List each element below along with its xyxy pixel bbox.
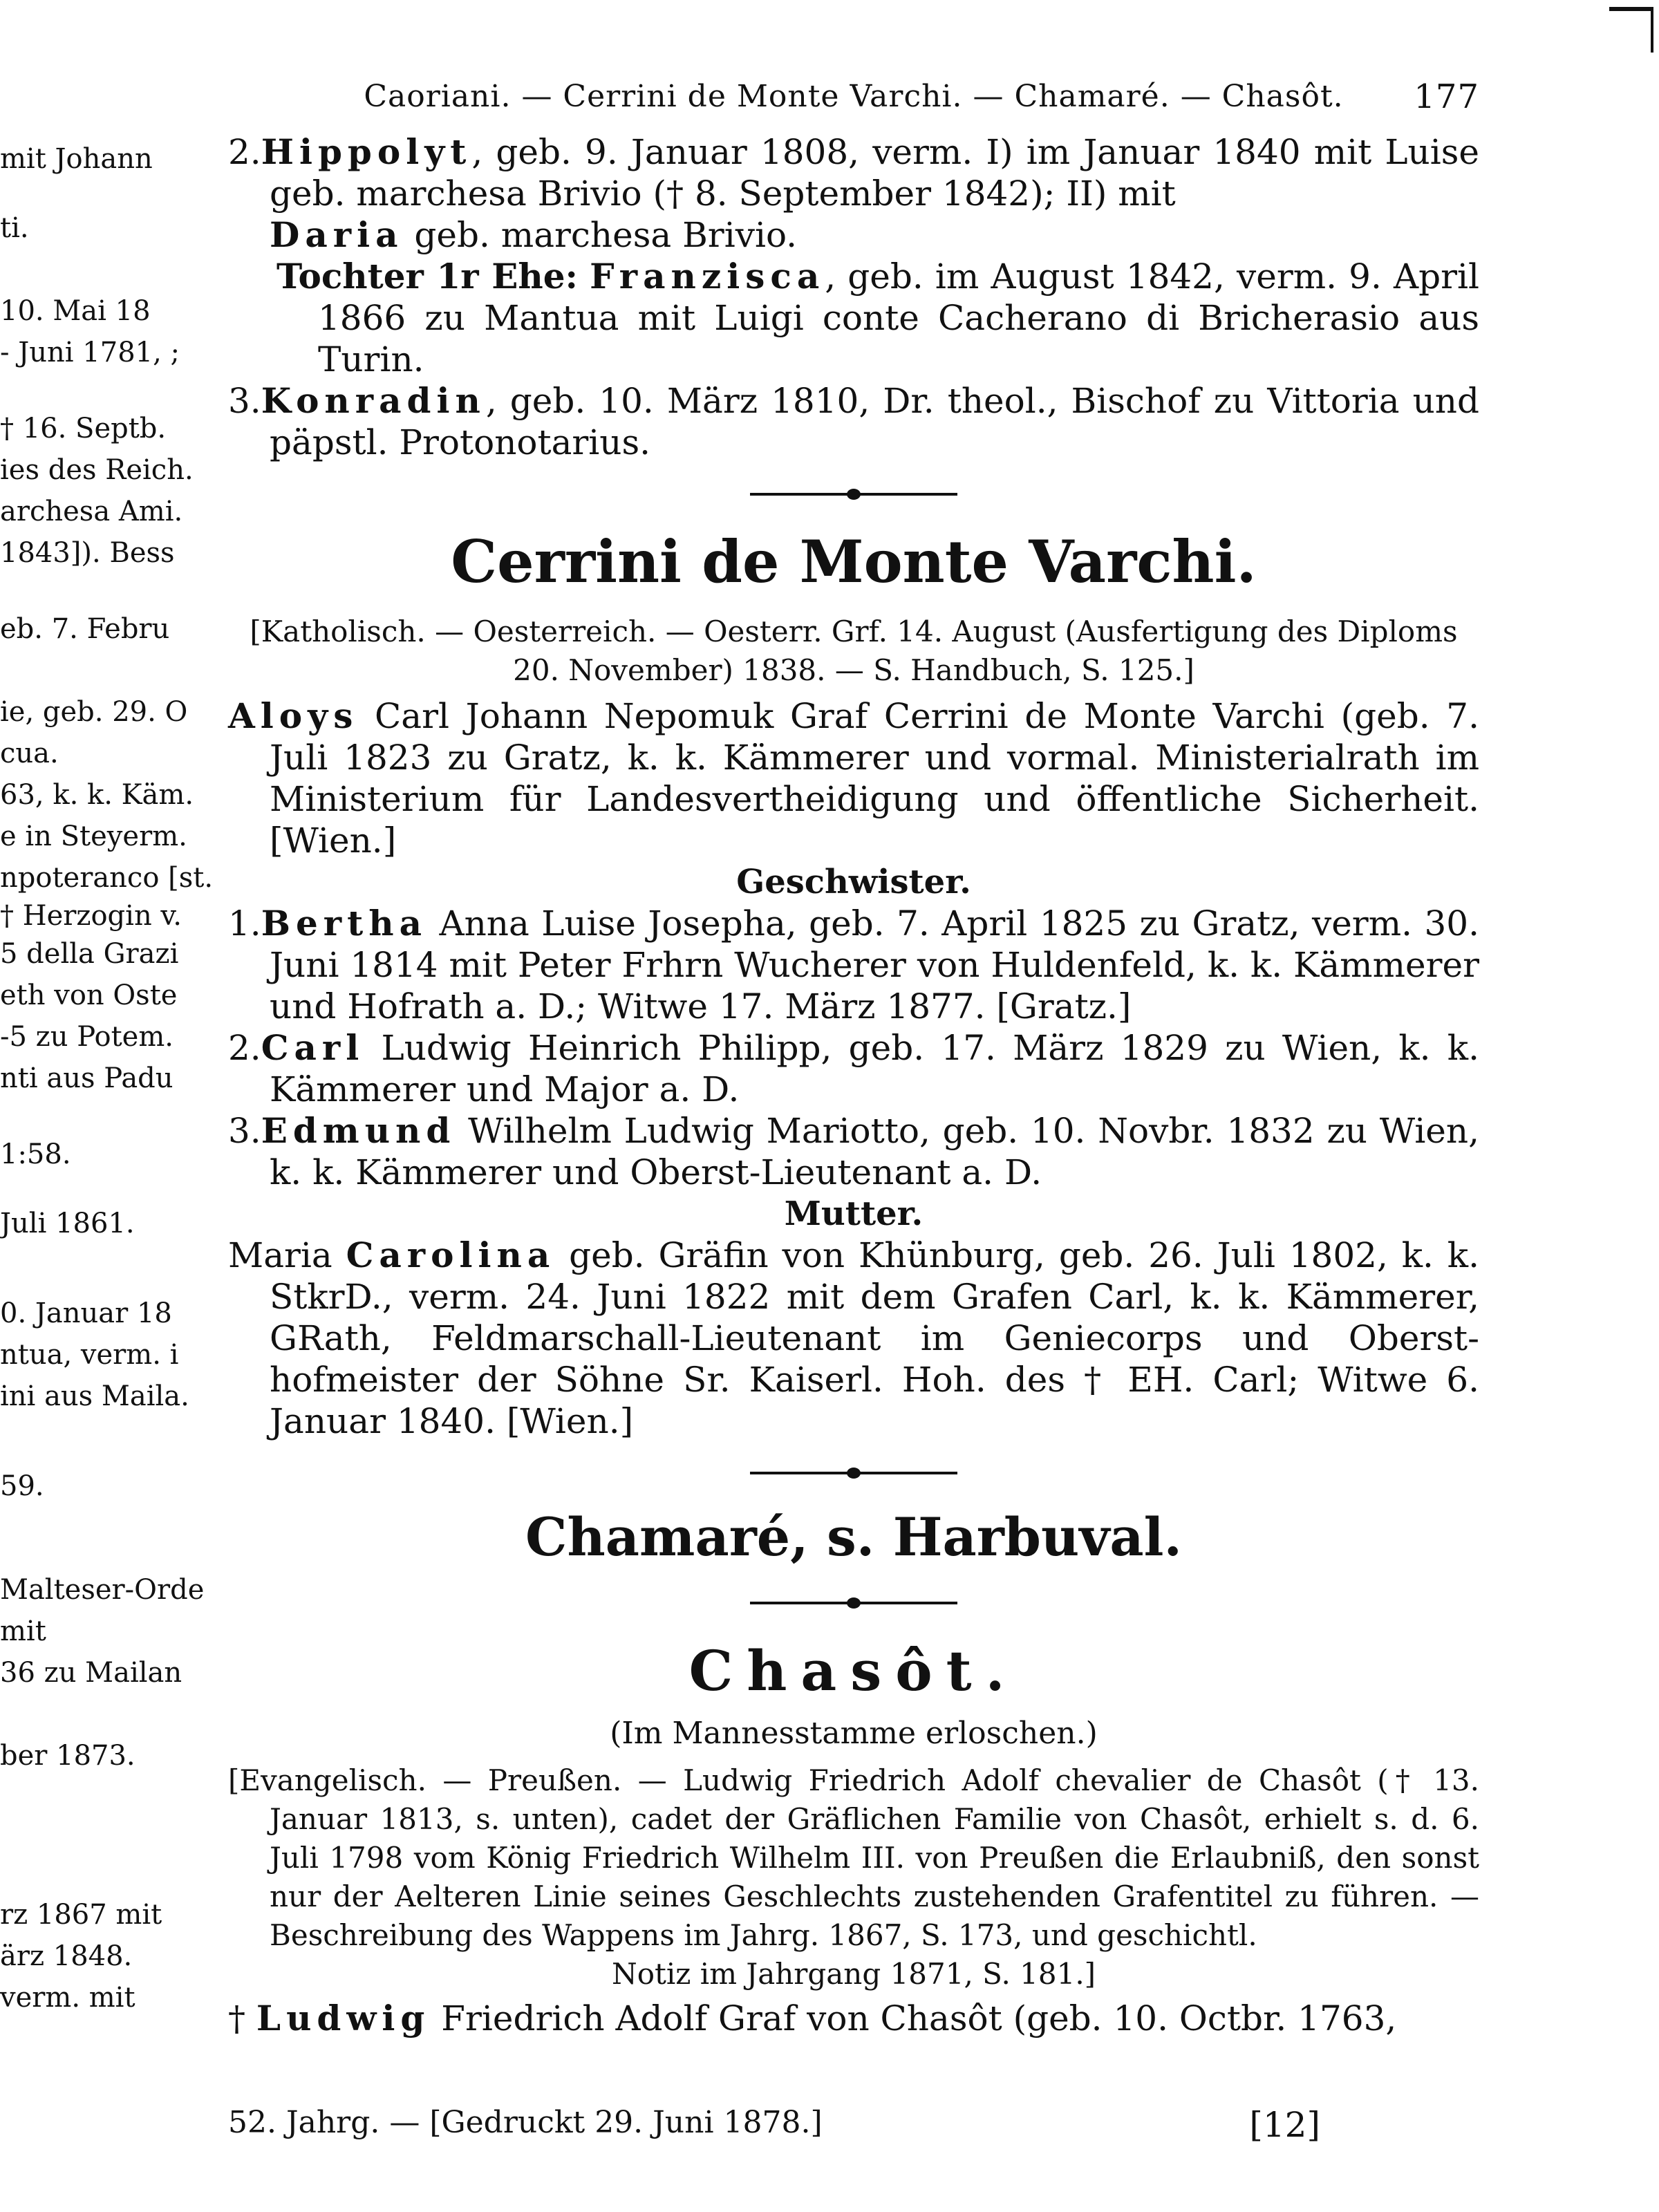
margin-fragment: ies des Reich. bbox=[0, 454, 194, 486]
person-name: Carolina bbox=[346, 1235, 556, 1275]
list-item bbox=[228, 131, 1479, 256]
entry-text: Wilhelm Ludwig Mariotto, geb. 10. Novbr. 1832 zu Wien, k. k. Kämmerer und Oberst-Lieutenant a. D. bbox=[270, 1111, 1479, 1192]
item-number: 3. bbox=[228, 381, 261, 421]
margin-fragment: npoteranco [st. bbox=[0, 862, 214, 894]
note-line: Notiz im Jahrgang 1871, S. 181.] bbox=[611, 1957, 1096, 1991]
list-item bbox=[228, 1027, 1479, 1110]
list-item bbox=[228, 695, 1479, 861]
margin-fragment: verm. mit bbox=[0, 1982, 135, 2014]
margin-fragment: ini aus Maila. bbox=[0, 1380, 189, 1412]
margin-fragment: 59. bbox=[0, 1470, 44, 1502]
list-item bbox=[228, 1998, 1479, 2039]
subheading: Geschwister. bbox=[736, 863, 971, 901]
margin-fragment: - Juni 1781, ; bbox=[0, 337, 180, 368]
section-note bbox=[228, 1761, 1479, 1955]
margin-fragment: † Herzogin v. bbox=[0, 900, 182, 932]
person-name: Ludwig bbox=[256, 1998, 431, 2038]
list-item bbox=[228, 1235, 1479, 1442]
section-title: Chasôt. bbox=[688, 1638, 1019, 1703]
margin-fragment: ie, geb. 29. O bbox=[0, 696, 188, 728]
list-item bbox=[228, 380, 1479, 463]
note-text: [Evangelisch. — Preußen. — Ludwig Friedrich Adolf chevalier de Chasôt († 13. Januar 1813, s. unten), cadet der Gräflichen Familie von Chasôt, erhielt s. d. 6. Juli 1798 vom König Friedrich Wilhelm III. von Preußen die Erlaubniß, den sonst nur der Aelteren Linie seines Geschlechts zustehenden Grafentitel zu führen. — Beschreibung des Wappens im Jahrg. 1867, S. 173, und geschichtl. bbox=[228, 1763, 1479, 1952]
person-name: Konradin bbox=[261, 380, 486, 421]
margin-fragment: -5 zu Potem. bbox=[0, 1021, 174, 1053]
page-footer bbox=[228, 2105, 1320, 2145]
note-line: [Katholisch. — Oesterreich. — Oesterr. Grf. 14. August (Ausfertigung des Diploms bbox=[250, 615, 1458, 648]
margin-fragment: mit Johann bbox=[0, 143, 153, 175]
margin-fragment: ärz 1848. bbox=[0, 1940, 133, 1972]
margin-fragment: mit bbox=[0, 1615, 46, 1647]
page-body bbox=[228, 76, 1479, 2039]
running-head bbox=[228, 76, 1479, 131]
margin-fragment: ti. bbox=[0, 212, 29, 244]
margin-fragment: ntua, verm. i bbox=[0, 1339, 179, 1371]
signature-mark: [12] bbox=[1249, 2105, 1320, 2145]
entry-text: , geb. 9. Januar 1808, verm. I) im Januar 1840 mit Luise geb. marchesa Brivio († 8. September 1842); II) mit bbox=[270, 132, 1479, 214]
person-name: Edmund bbox=[261, 1110, 456, 1151]
list-item bbox=[228, 1110, 1479, 1193]
entry-text: geb. Gräfin von Khünburg, geb. 26. Juli 1802, k. k. StkrD., verm. 24. Juni 1822 mit dem Grafen Carl, k. k. Kämmerer, GRath, Feldmarschall-Lieutenant im Geniecorps und Oberst-hofmeister der Söhne Sr. Kaiserl. Hoh. des † EH. Carl; Witwe 6. Januar 1840. [Wien.] bbox=[270, 1235, 1479, 1441]
entry-text: , geb. im August 1842, verm. 9. April 1866 zu Mantua mit Luigi conte Cacherano di Bricherasio aus Turin. bbox=[318, 256, 1479, 379]
note-line: 20. November) 1838. — S. Handbuch, S. 125.] bbox=[513, 653, 1194, 687]
margin-fragment: cua. bbox=[0, 738, 59, 769]
running-head-title: Caoriani. — Cerrini de Monte Varchi. — Chamaré. — Chasôt. bbox=[364, 79, 1344, 114]
person-name: Hippolyt bbox=[261, 131, 472, 172]
margin-fragment: archesa Ami. bbox=[0, 496, 183, 527]
entry-text: geb. marchesa Brivio. bbox=[403, 215, 798, 255]
margin-fragment: ber 1873. bbox=[0, 1740, 135, 1772]
item-number: 2. bbox=[228, 1028, 261, 1068]
margin-fragment: 1843]). Bess bbox=[0, 537, 175, 569]
item-number: 3. bbox=[228, 1111, 261, 1151]
item-number: 2. bbox=[228, 132, 261, 172]
item-number: 1. bbox=[228, 903, 261, 944]
list-item bbox=[228, 256, 1479, 380]
margin-fragment: 36 zu Mailan bbox=[0, 1657, 182, 1689]
section-note bbox=[228, 612, 1479, 690]
margin-fragment: e in Steyerm. bbox=[0, 821, 187, 852]
subheading: Mutter. bbox=[784, 1194, 924, 1233]
section-title: Cerrini de Monte Varchi. bbox=[451, 527, 1257, 596]
margin-fragment: Malteser-Orde bbox=[0, 1574, 205, 1606]
person-name: Daria bbox=[270, 214, 404, 255]
margin-fragment: rz 1867 mit bbox=[0, 1899, 162, 1931]
person-name: Bertha bbox=[261, 903, 427, 944]
left-margin-fragments bbox=[0, 0, 214, 2212]
corner-mark bbox=[1609, 7, 1653, 53]
person-name: Carl bbox=[261, 1027, 365, 1068]
margin-fragment: nti aus Padu bbox=[0, 1062, 174, 1094]
entry-text: Anna Luise Josepha, geb. 7. April 1825 zu Gratz, verm. 30. Juni 1814 mit Peter Frhrn Wucherer von Huldenfeld, k. k. Kämmerer und Hofrath a. D.; Witwe 17. März 1877. [Gratz.] bbox=[270, 903, 1479, 1027]
section-divider bbox=[750, 487, 957, 500]
margin-fragment: eb. 7. Febru bbox=[0, 613, 170, 645]
margin-fragment: 10. Mai 18 bbox=[0, 295, 151, 327]
section-divider bbox=[750, 1465, 957, 1479]
margin-fragment: 1:58. bbox=[0, 1138, 71, 1170]
section-note: (Im Mannesstamme erloschen.) bbox=[610, 1716, 1098, 1751]
person-name: Franzisca bbox=[590, 256, 825, 297]
list-item bbox=[228, 903, 1479, 1027]
imprint: 52. Jahrg. — [Gedruckt 29. Juni 1878.] bbox=[228, 2105, 823, 2140]
entry-text: Carl Johann Nepomuk Graf Cerrini de Monte Varchi (geb. 7. Juli 1823 zu Gratz, k. k. Kämmerer und vormal. Ministerialrath im Ministerium für Landesvertheidigung und öffentliche Sicherheit. [Wien.] bbox=[270, 696, 1479, 861]
margin-fragment: Juli 1861. bbox=[0, 1208, 135, 1239]
section-divider bbox=[750, 1595, 957, 1609]
margin-fragment: 5 della Grazi bbox=[0, 938, 179, 970]
margin-fragment: 0. Januar 18 bbox=[0, 1297, 172, 1329]
person-name: Aloys bbox=[228, 695, 359, 736]
subheading: Tochter 1r Ehe: bbox=[276, 256, 578, 297]
margin-fragment: 63, k. k. Käm. bbox=[0, 779, 194, 811]
entry-text: Maria bbox=[228, 1235, 346, 1275]
entry-text: † bbox=[228, 1998, 256, 2038]
page-number: 177 bbox=[1414, 77, 1479, 116]
section-title: Chamaré, s. Harbuval. bbox=[525, 1506, 1182, 1568]
entry-text: Friedrich Adolf Graf von Chasôt (geb. 10. Octbr. 1763, bbox=[430, 1998, 1397, 2038]
entry-text: Ludwig Heinrich Philipp, geb. 17. März 1829 zu Wien, k. k. Kämmerer und Major a. D. bbox=[270, 1028, 1479, 1109]
entry-text: , geb. 10. März 1810, Dr. theol., Bischof zu Vittoria und päpstl. Protonotarius. bbox=[270, 381, 1479, 462]
margin-fragment: eth von Oste bbox=[0, 980, 178, 1011]
margin-fragment: † 16. Septb. bbox=[0, 413, 167, 444]
